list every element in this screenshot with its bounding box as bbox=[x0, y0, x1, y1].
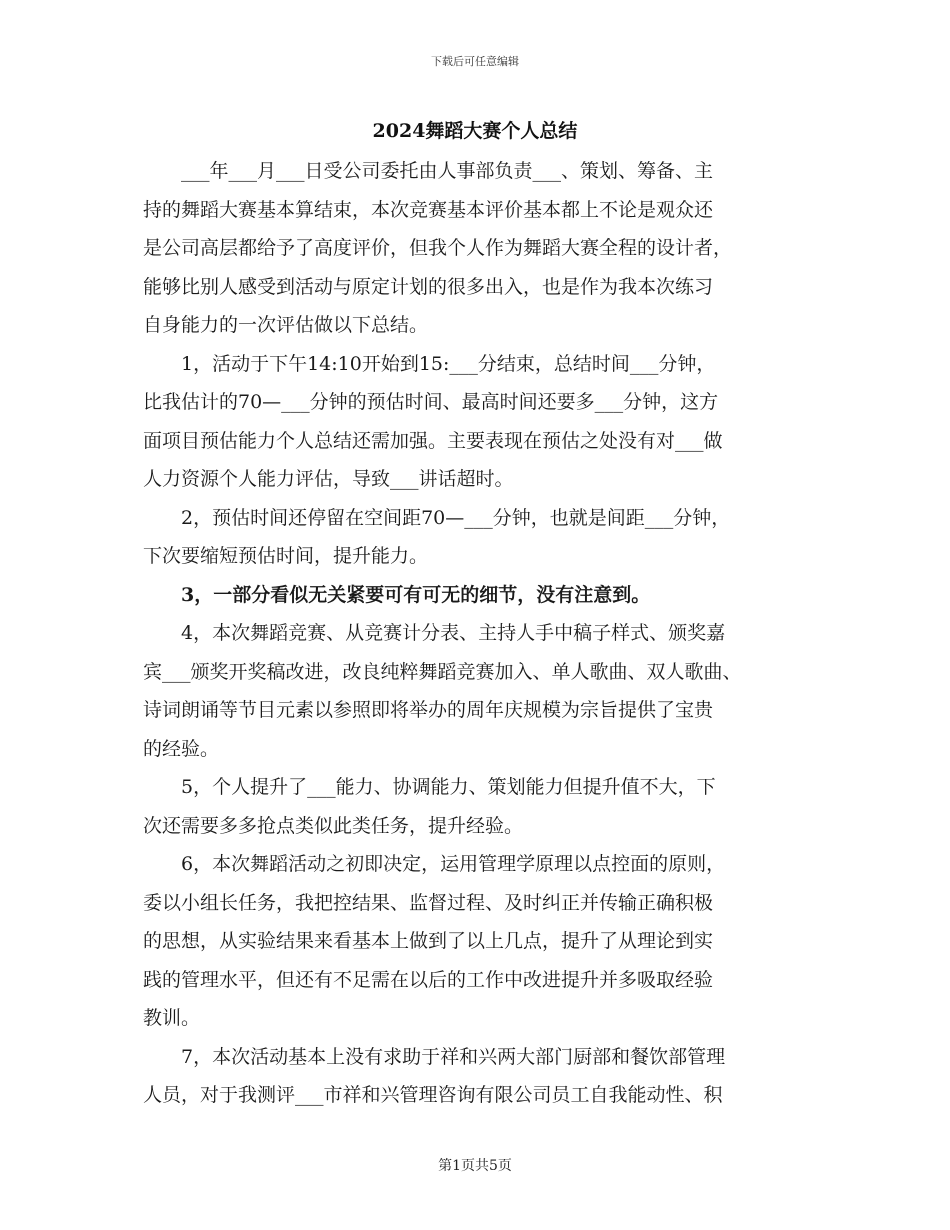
text-line: 自身能力的一次评估做以下总结。 bbox=[143, 314, 429, 336]
paragraph-3 bbox=[143, 576, 815, 615]
document-body bbox=[143, 152, 815, 1115]
text-line: 能够比别人感受到活动与原定计划的很多出入，也是作为我本次练习 bbox=[143, 275, 714, 298]
paragraph-1 bbox=[143, 345, 815, 499]
text-line: 的思想，从实验结果来看基本上做到了以上几点，提升了从理论到实 bbox=[143, 930, 714, 952]
paragraph-2 bbox=[143, 499, 815, 576]
text-line: 面项目预估能力个人总结还需加强。主要表现在预估之处没有对___做 bbox=[143, 429, 723, 452]
text-line: 持的舞蹈大赛基本算结束，本次竞赛基本评价基本都上不论是观众还 bbox=[143, 198, 714, 221]
download-note: 下载后可任意编辑 bbox=[431, 55, 519, 68]
text-line: 7，本次活动基本上没有求助于祥和兴两大部门厨部和餐饮部管理 bbox=[181, 1045, 726, 1068]
text-line: 4，本次舞蹈竞赛、从竞赛计分表、主持人手中稿子样式、颁奖嘉 bbox=[181, 622, 726, 644]
text-line: 是公司高层都给予了高度评价，但我个人作为舞蹈大赛全程的设计者， bbox=[143, 237, 733, 259]
text-line: 教训。 bbox=[143, 1007, 201, 1029]
text-line: 5，个人提升了___能力、协调能力、策划能力但提升值不大，下 bbox=[181, 776, 716, 798]
text-line: 1，活动于下午14:10开始到15:___分结束，总结时间___分钟， bbox=[181, 352, 716, 375]
paragraph-6 bbox=[143, 845, 815, 1038]
text-line: 3，一部分看似无关紧要可有可无的细节，没有注意到。 bbox=[181, 583, 651, 606]
text-line: 下次要缩短预估时间，提升能力。 bbox=[143, 545, 429, 567]
text-line: ___年___月___日受公司委托由人事部负责___、策划、筹备、主 bbox=[181, 160, 714, 182]
text-line: 2，预估时间还停留在空间距70—___分钟，也就是间距___分钟， bbox=[181, 506, 731, 529]
text-line: 人员，对于我测评___市祥和兴管理咨询有限公司员工自我能动性、积 bbox=[143, 1084, 723, 1106]
paragraph-intro bbox=[143, 152, 815, 345]
text-line: 人力资源个人能力评估，导致___讲话超时。 bbox=[143, 468, 514, 490]
text-line: 的经验。 bbox=[143, 737, 220, 760]
paragraph-5 bbox=[143, 768, 815, 845]
text-line: 诗词朗诵等节目元素以参照即将举办的周年庆规模为宗旨提供了宝贵 bbox=[143, 699, 714, 721]
paragraph-4 bbox=[143, 614, 815, 768]
paragraph-7 bbox=[143, 1038, 815, 1115]
document-title: 2024舞蹈大赛个人总结 bbox=[372, 120, 578, 142]
text-line: 6，本次舞蹈活动之初即决定，运用管理学原理以点控面的原则， bbox=[181, 853, 726, 875]
text-line: 宾___颁奖开奖稿改进，改良纯粹舞蹈竞赛加入、单人歌曲、双人歌曲、 bbox=[143, 660, 742, 683]
text-line: 践的管理水平，但还有不足需在以后的工作中改进提升并多吸取经验 bbox=[143, 968, 714, 991]
text-line: 比我估计的70—___分钟的预估时间、最高时间还要多___分钟，这方 bbox=[143, 391, 719, 413]
text-line: 次还需要多多抢点类似此类任务，提升经验。 bbox=[143, 814, 524, 837]
page-number: 第1页共5页 bbox=[438, 1158, 512, 1174]
text-line: 委以小组长任务，我把控结果、监督过程、及时纠正并传输正确积极 bbox=[143, 891, 714, 914]
